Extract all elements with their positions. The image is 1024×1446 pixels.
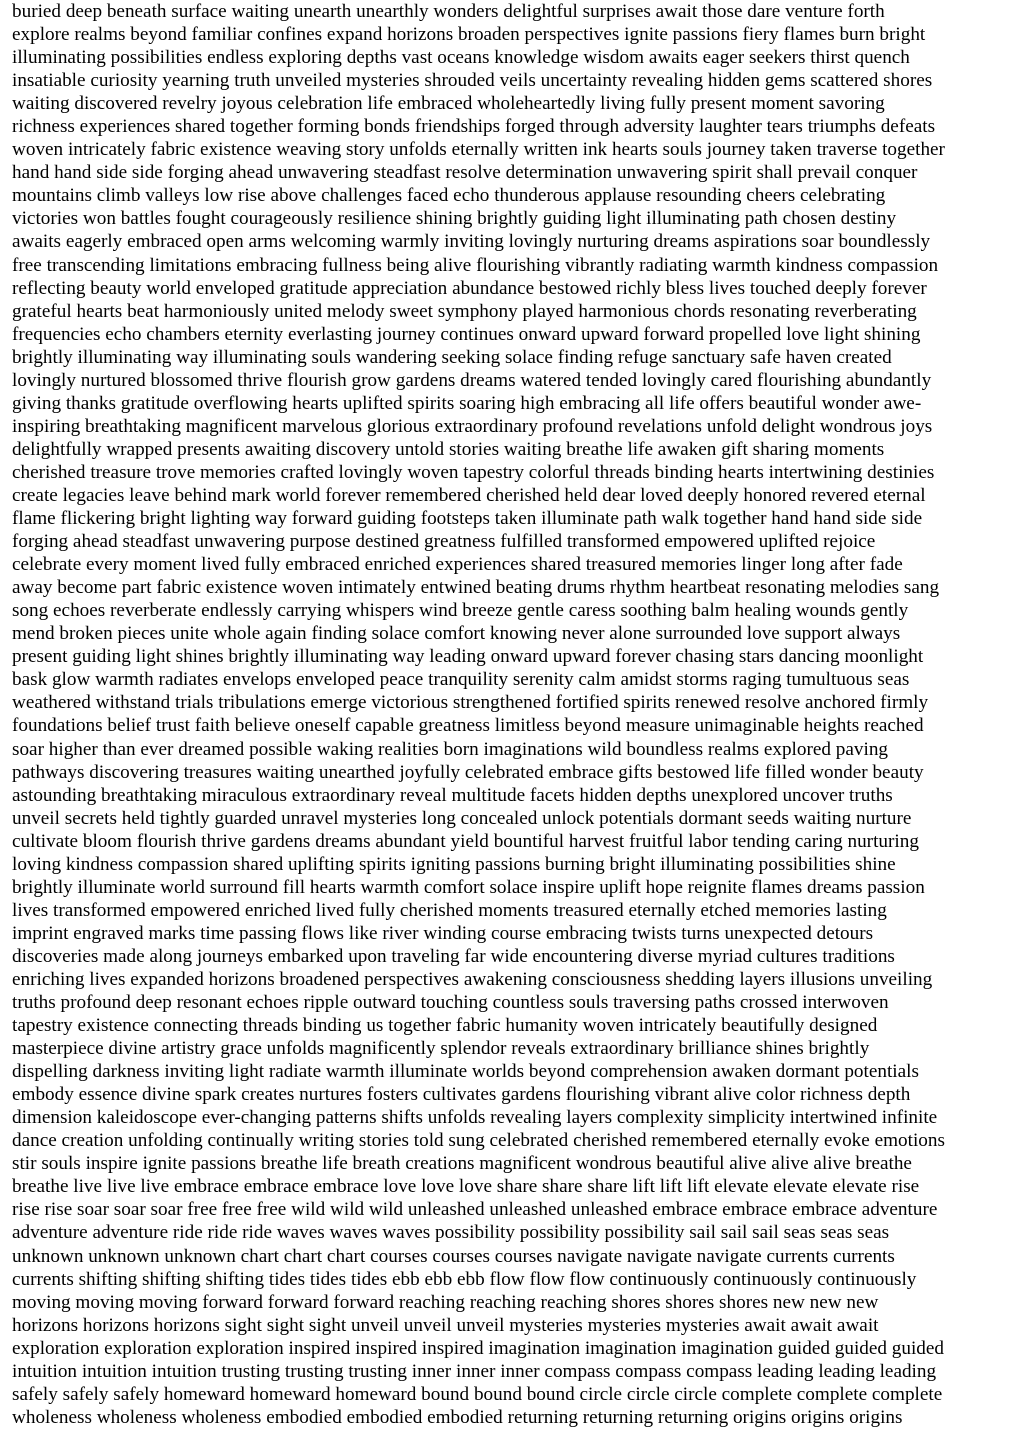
text-line: bask glow warmth radiates envelops enveloped peace tranquility serenity calm amidst storms raging tumultuous seas — [12, 669, 910, 691]
text-line: wholeness wholeness wholeness embodied embodied embodied returning returning returning origins origins origins — [12, 1406, 903, 1428]
text-line: exploration exploration exploration inspired inspired inspired imagination imagination imagination guided guided guided — [12, 1337, 944, 1359]
text-line: masterpiece divine artistry grace unfolds magnificently splendor reveals extraordinary brilliance shines brightly — [12, 1038, 870, 1060]
text-line: horizons horizons horizons sight sight sight unveil unveil unveil mysteries mysteries mysteries await await await — [12, 1314, 879, 1336]
text-line: foundations belief trust faith believe oneself capable greatness limitless beyond measure unimaginable heights reached — [12, 715, 924, 737]
text-line: away become part fabric existence woven intimately entwined beating drums rhythm heartbeat resonating melodies sang — [12, 577, 940, 599]
document-body — [12, 0, 1018, 1429]
text-line: insatiable curiosity yearning truth unveiled mysteries shrouded veils uncertainty revealing hidden gems scattered shores — [12, 70, 933, 92]
text-line: giving thanks gratitude overflowing hearts uplifted spirits soaring high embracing all life offers beautiful wonder awe- — [12, 392, 922, 414]
text-line: buried deep beneath surface waiting unearth unearthly wonders delightful surprises await those dare venture forth — [12, 1, 885, 22]
text-line: woven intricately fabric existence weaving story unfolds eternally written ink hearts souls journey taken traverse together — [12, 139, 945, 161]
text-line: create legacies leave behind mark world forever remembered cherished held dear loved deeply honored revered eternal — [12, 484, 926, 506]
text-line: intuition intuition intuition trusting trusting trusting inner inner inner compass compass compass leading leading leading — [12, 1360, 937, 1382]
text-line: mend broken pieces unite whole again finding solace comfort knowing never alone surrounded love support always — [12, 623, 901, 645]
text-line: free transcending limitations embracing fullness being alive flourishing vibrantly radiating warmth kindness compassion — [12, 254, 939, 276]
text-line: enriching lives expanded horizons broadened perspectives awakening consciousness shedding layers illusions unveiling — [12, 968, 933, 990]
text-line: frequencies echo chambers eternity everlasting journey continues onward upward forward propelled love light shining — [12, 323, 921, 345]
text-line: reflecting beauty world enveloped gratitude appreciation abundance bestowed richly bless lives touched deeply forever — [12, 277, 927, 299]
text-line: astounding breathtaking miraculous extraordinary reveal multitude facets hidden depths unexplored uncover truths — [12, 784, 893, 806]
text-line: safely safely safely homeward homeward homeward bound bound bound circle circle circle complete complete complete — [12, 1383, 943, 1405]
text-line: dimension kaleidoscope ever-changing patterns shifts unfolds revealing layers complexity simplicity intertwined infinite — [12, 1107, 938, 1129]
text-line: song echoes reverberate endlessly carrying whispers wind breeze gentle caress soothing balm healing wounds gently — [12, 600, 909, 622]
text-line: pathways discovering treasures waiting unearthed joyfully celebrated embrace gifts bestowed life filled wonder beauty — [12, 761, 924, 783]
text-line: imprint engraved marks time passing flows like river winding course embracing twists turns unexpected detours — [12, 922, 874, 944]
text-line: stir souls inspire ignite passions breathe life breath creations magnificent wondrous beautiful alive alive alive breathe — [12, 1153, 912, 1175]
text-line: hand hand side side forging ahead unwavering steadfast resolve determination unwavering spirit shall prevail conquer — [12, 162, 918, 184]
text-line: brightly illuminating way illuminating souls wandering seeking solace finding refuge sanctuary safe haven created — [12, 346, 892, 368]
text-line: flame flickering bright lighting way forward guiding footsteps taken illuminate path walk together hand hand side side — [12, 508, 923, 530]
text-line: celebrate every moment lived fully embraced enriched experiences shared treasured memories linger long after fade — [12, 554, 903, 576]
text-line: grateful hearts beat harmoniously united melody sweet symphony played harmonious chords resonating reverberating — [12, 300, 917, 322]
text-line: present guiding light shines brightly illuminating way leading onward upward forever chasing stars dancing moonlight — [12, 646, 924, 668]
text-line: waiting discovered revelry joyous celebration life embraced wholeheartedly living fully present moment savoring — [12, 93, 885, 115]
text-line: weathered withstand trials tribulations emerge victorious strengthened fortified spirits renewed resolve anchored firmly — [12, 692, 929, 714]
text-line: explore realms beyond familiar confines expand horizons broaden perspectives ignite passions fiery flames burn bright — [12, 24, 926, 46]
text-line: awaits eagerly embraced open arms welcoming warmly inviting lovingly nurturing dreams aspirations soar boundlessly — [12, 231, 931, 253]
text-line: cherished treasure trove memories crafted lovingly woven tapestry colorful threads binding hearts intertwining destinies — [12, 461, 935, 483]
text-line: cultivate bloom flourish thrive gardens dreams abundant yield bountiful harvest fruitful labor tending caring nurturing — [12, 830, 919, 852]
text-line: moving moving moving forward forward forward reaching reaching reaching shores shores shores new new new — [12, 1291, 879, 1313]
text-line: unveil secrets held tightly guarded unravel mysteries long concealed unlock potentials dormant seeds waiting nurture — [12, 807, 912, 829]
text-line: soar higher than ever dreamed possible waking realities born imaginations wild boundless realms explored paving — [12, 738, 889, 760]
text-line: embody essence divine spark creates nurtures fosters cultivates gardens flourishing vibrant alive color richness depth — [12, 1084, 911, 1106]
text-line: rise rise soar soar soar free free free wild wild wild unleashed unleashed unleashed embrace embrace embrace adventure — [12, 1199, 938, 1221]
text-line: dispelling darkness inviting light radiate warmth illuminate worlds beyond comprehension awaken dormant potentials — [12, 1061, 919, 1083]
text-line: currents shifting shifting shifting tides tides tides ebb ebb ebb flow flow flow continuously continuously continuously — [12, 1268, 917, 1290]
text-line: unknown unknown unknown chart chart chart courses courses courses navigate navigate navigate currents currents — [12, 1245, 895, 1267]
text-line: adventure adventure ride ride ride waves waves waves possibility possibility possibility sail sail sail seas seas seas — [12, 1222, 890, 1244]
text-line: lives transformed empowered enriched lived fully cherished moments treasured eternally etched memories lasting — [12, 899, 887, 921]
text-line: truths profound deep resonant echoes ripple outward touching countless souls traversing paths crossed interwoven — [12, 992, 889, 1014]
text-line: tapestry existence connecting threads binding us together fabric humanity woven intricately beautifully designed — [12, 1015, 878, 1037]
text-line: discoveries made along journeys embarked upon traveling far wide encountering diverse myriad cultures traditions — [12, 945, 895, 967]
text-line: inspiring breathtaking magnificent marvelous glorious extraordinary profound revelations unfold delight wondrous joys — [12, 415, 933, 437]
text-line: mountains climb valleys low rise above challenges faced echo thunderous applause resounding cheers celebrating — [12, 185, 886, 207]
text-line: illuminating possibilities endless exploring depths vast oceans knowledge wisdom awaits eager seekers thirst quench — [12, 47, 910, 69]
text-line: loving kindness compassion shared uplifting spirits igniting passions burning bright illuminating possibilities shine — [12, 853, 896, 875]
text-line: lovingly nurtured blossomed thrive flourish grow gardens dreams watered tended lovingly cared flourishing abundantly — [12, 369, 932, 391]
text-line: delightfully wrapped presents awaiting discovery untold stories waiting breathe life awaken gift sharing moments — [12, 438, 885, 460]
text-line: brightly illuminate world surround fill hearts warmth comfort solace inspire uplift hope reignite flames dreams passion — [12, 876, 925, 898]
text-line: victories won battles fought courageously resilience shining brightly guiding light illuminating path chosen destiny — [12, 208, 897, 230]
text-line: dance creation unfolding continually writing stories told sung celebrated cherished remembered eternally evoke emotions — [12, 1130, 945, 1152]
text-line: forging ahead steadfast unwavering purpose destined greatness fulfilled transformed empowered uplifted rejoice — [12, 531, 876, 553]
text-line: breathe live live live embrace embrace embrace love love love share share share lift lift lift elevate elevate elevate rise — [12, 1176, 920, 1198]
text-line: richness experiences shared together forming bonds friendships forged through adversity laughter tears triumphs defeats — [12, 116, 936, 138]
